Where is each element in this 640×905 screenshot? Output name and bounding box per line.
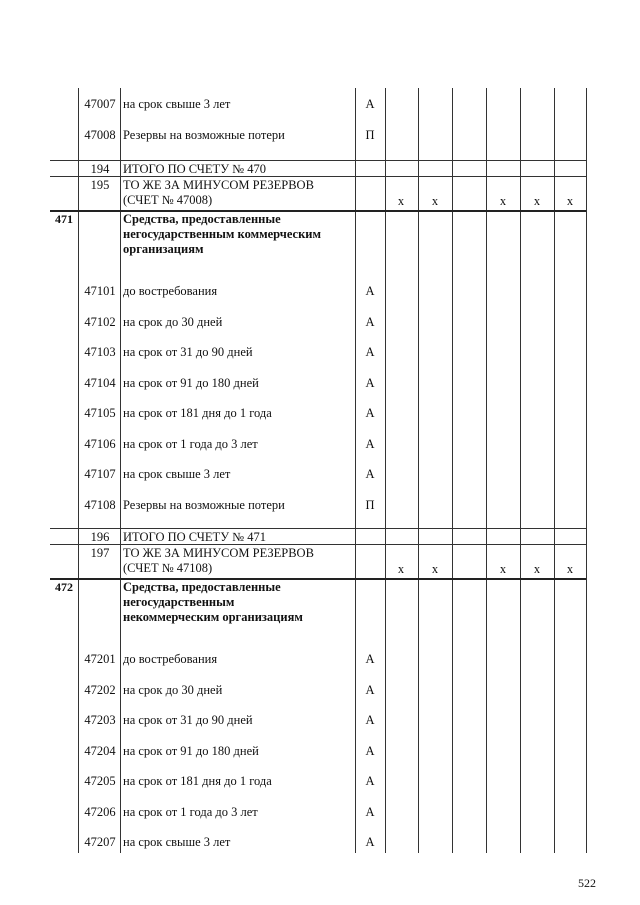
account-code: 47106 <box>84 437 116 451</box>
account-code: 47207 <box>84 835 116 849</box>
account-code: 47203 <box>84 713 116 727</box>
account-code: 47105 <box>84 406 116 420</box>
table-column-border <box>78 88 79 853</box>
account-code: 47205 <box>84 774 116 788</box>
account-code: 47204 <box>84 744 116 758</box>
account-name: на срок свыше 3 лет <box>123 97 231 111</box>
account-name: ИТОГО ПО СЧЕТУ № 471 <box>123 530 266 544</box>
section-title-line: некоммерческим организациям <box>123 610 303 624</box>
account-name: на срок до 30 дней <box>123 315 223 329</box>
account-name: Резервы на возможные потери <box>123 128 285 142</box>
section-title-line: Средства, предоставленные <box>123 580 281 594</box>
account-type: А <box>365 652 375 666</box>
account-name: на срок от 181 дня до 1 года <box>123 406 272 420</box>
account-name: до востребования <box>123 284 218 298</box>
account-code: 47101 <box>84 284 116 298</box>
account-name-line: ТО ЖЕ ЗА МИНУСОМ РЕЗЕРВОВ <box>123 178 314 192</box>
account-name: на срок от 91 до 180 дней <box>123 376 259 390</box>
x-mark: х <box>431 562 439 576</box>
page-number: 522 <box>578 876 596 890</box>
account-type: А <box>365 713 375 727</box>
account-number: 472 <box>55 580 73 594</box>
table-row-border <box>50 160 586 161</box>
account-code: 47201 <box>84 652 116 666</box>
account-code: 194 <box>90 162 110 176</box>
account-type: П <box>365 498 375 512</box>
account-type: А <box>365 437 375 451</box>
account-name: на срок свыше 3 лет <box>123 467 231 481</box>
account-name: на срок от 1 года до 3 лет <box>123 437 258 451</box>
account-type: А <box>365 805 375 819</box>
account-type: А <box>365 774 375 788</box>
x-mark: х <box>397 194 405 208</box>
section-title-line: негосударственным <box>123 595 235 609</box>
x-mark: х <box>397 562 405 576</box>
account-name: на срок от 1 года до 3 лет <box>123 805 258 819</box>
account-type: А <box>365 284 375 298</box>
x-mark: х <box>431 194 439 208</box>
account-name: на срок свыше 3 лет <box>123 835 231 849</box>
account-code: 47107 <box>84 467 116 481</box>
account-code: 195 <box>90 178 110 192</box>
section-title-line: Средства, предоставленные <box>123 212 281 226</box>
account-code: 47206 <box>84 805 116 819</box>
account-type: А <box>365 683 375 697</box>
account-type: А <box>365 744 375 758</box>
account-code: 47007 <box>84 97 116 111</box>
account-code: 197 <box>90 546 110 560</box>
account-type: А <box>365 467 375 481</box>
table-column-border <box>452 88 453 853</box>
account-type: П <box>365 128 375 142</box>
account-type: А <box>365 406 375 420</box>
account-name: Резервы на возможные потери <box>123 498 285 512</box>
x-mark: х <box>533 562 541 576</box>
account-code: 47104 <box>84 376 116 390</box>
x-mark: х <box>499 562 507 576</box>
account-type: А <box>365 376 375 390</box>
account-number: 471 <box>55 212 73 226</box>
x-mark: х <box>499 194 507 208</box>
account-code: 47103 <box>84 345 116 359</box>
account-type: А <box>365 345 375 359</box>
account-name: на срок от 91 до 180 дней <box>123 744 259 758</box>
table-row-border <box>50 528 586 529</box>
section-title-line: негосударственным коммерческим <box>123 227 322 241</box>
x-mark: х <box>566 194 574 208</box>
account-name-line: ТО ЖЕ ЗА МИНУСОМ РЕЗЕРВОВ <box>123 546 314 560</box>
account-name-line: (СЧЕТ № 47008) <box>123 193 213 207</box>
account-name: на срок от 31 до 90 дней <box>123 345 253 359</box>
account-name: ИТОГО ПО СЧЕТУ № 470 <box>123 162 266 176</box>
account-code: 47202 <box>84 683 116 697</box>
account-type: А <box>365 315 375 329</box>
account-code: 47108 <box>84 498 116 512</box>
table-column-border <box>120 88 121 853</box>
table-column-border <box>586 88 587 853</box>
account-name: на срок от 181 дня до 1 года <box>123 774 272 788</box>
account-code: 196 <box>90 530 110 544</box>
account-name-line: (СЧЕТ № 47108) <box>123 561 213 575</box>
account-type: А <box>365 97 375 111</box>
account-name: на срок до 30 дней <box>123 683 223 697</box>
section-title-line: организациям <box>123 242 204 256</box>
account-name: до востребования <box>123 652 218 666</box>
account-code: 47008 <box>84 128 116 142</box>
x-mark: х <box>566 562 574 576</box>
account-code: 47102 <box>84 315 116 329</box>
x-mark: х <box>533 194 541 208</box>
account-name: на срок от 31 до 90 дней <box>123 713 253 727</box>
account-type: А <box>365 835 375 849</box>
